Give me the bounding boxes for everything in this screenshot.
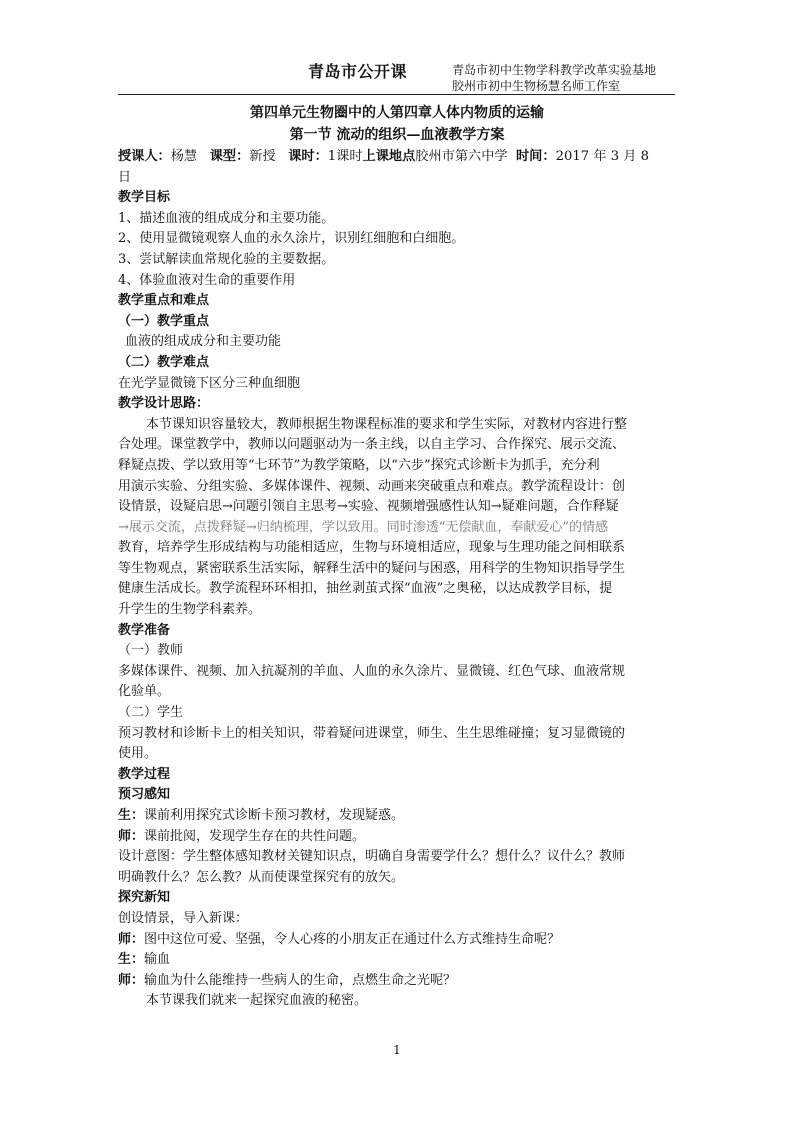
explore-heading: 探究新知 xyxy=(118,890,171,906)
unit-title: 第四单元生物圈中的人第四章人体内物质的运输 xyxy=(250,105,544,121)
student-line xyxy=(118,950,675,971)
design-intent-line: 设计意图：学生整体感知教材关键知识点，明确自身需要学什么？想什么？议什么？教师 xyxy=(118,849,626,865)
scene-line: 创设情景，导入新课： xyxy=(118,910,249,926)
teacher-label: 师： xyxy=(118,931,145,947)
design-paragraph-line: 健康生活成长。教学流程环环相扣，抽丝剥茧式探“血液”之奥秘，以达成教学目标，提 xyxy=(118,581,613,597)
lesson-time: 2017 年 3 月 8 xyxy=(555,149,650,164)
preview-heading: 预习感知 xyxy=(118,787,171,803)
design-paragraph-line: 释疑点拨、学以致用等“七环节”为教学策略，以“六步”探究式诊断卡为抓手，充分利 xyxy=(118,457,600,473)
lesson-hours: 1课时 xyxy=(327,149,363,164)
teacher-line xyxy=(118,971,675,992)
teacher-name: 杨慧 xyxy=(170,149,198,164)
goal-item: 2、使用显微镜观察人血的永久涂片，识别红细胞和白细胞。 xyxy=(118,231,465,247)
prep-sub1: （一）教师 xyxy=(118,643,184,659)
document-body xyxy=(118,147,675,1012)
goal-item: 4、体验血液对生命的重要作用 xyxy=(118,272,296,288)
page-number: 1 xyxy=(393,1043,401,1057)
design-paragraph-line: 升学生的生物学科素养。 xyxy=(118,602,262,618)
process-heading: 教学过程 xyxy=(118,766,171,782)
teacher-label: 师： xyxy=(118,828,145,844)
prep-sub2: （二）学生 xyxy=(118,705,184,721)
teacher-text: 课前批阅，发现学生存在的共性问题。 xyxy=(144,828,366,844)
teacher-label: 师： xyxy=(118,972,145,988)
lesson-place: 胶州市第六中学 xyxy=(415,149,508,164)
lesson-info-line xyxy=(118,147,675,168)
design-paragraph-line: 合处理。课堂教学中，教师以问题驱动为一条主线，以自主学习、合作探究、展示交流、 xyxy=(118,437,626,453)
prep-heading: 教学准备 xyxy=(118,622,171,638)
keypoints-sub2: （二）教学难点 xyxy=(118,354,210,370)
lesson-title: 第一节 流动的组织—血液教学方案 xyxy=(289,127,505,143)
keypoints-sub1: （一）教学重点 xyxy=(118,313,210,329)
design-paragraph-line: 等生物观点，紧密联系生活实际，解释生活中的疑问与困惑，用科学的生物知识指导学生 xyxy=(118,560,626,576)
place-label: 上课地点 xyxy=(362,149,416,164)
prep-sub2-text: 使用。 xyxy=(118,746,158,762)
header-subtitle-2: 胶州市初中生物杨慧名师工作室 xyxy=(452,79,621,93)
student-line xyxy=(118,806,675,827)
design-paragraph-line: 设情景，设疑启思→问题引领自主思考→实验、视频增强感性认知→疑难问题，合作释疑 xyxy=(118,499,619,515)
student-text: 课前利用探究式诊断卡预习教材，发现疑惑。 xyxy=(144,808,405,823)
goals-heading: 教学目标 xyxy=(118,190,171,206)
keypoints-heading: 教学重点和难点 xyxy=(118,293,210,309)
header-divider xyxy=(118,94,675,95)
lesson-time-continued: 日 xyxy=(118,169,132,185)
hours-label: 课时： xyxy=(288,149,328,164)
prep-sub2-text: 预习教材和诊断卡上的相关知识，带着疑问进课堂，师生、生生思维碰撞；复习显微镜的 xyxy=(118,725,626,741)
student-label: 生： xyxy=(118,952,145,968)
goal-item: 1、描述血液的组成成分和主要功能。 xyxy=(118,210,335,226)
teacher-label: 授课人： xyxy=(118,149,171,164)
teacher-text: 图中这位可爱、坚强，令人心疼的小朋友正在通过什么方式维持生命呢？ xyxy=(144,931,561,947)
header-title: 青岛市公开课 xyxy=(308,62,408,81)
type-label: 课型： xyxy=(209,149,250,164)
time-label: 时间： xyxy=(516,149,556,164)
teacher-line xyxy=(118,930,675,951)
student-text: 输血 xyxy=(144,952,171,968)
header-subtitle-1: 青岛市初中生物学科教学改革实验基地 xyxy=(452,63,657,77)
teacher-line xyxy=(118,827,675,848)
lesson-type: 新授 xyxy=(249,149,276,164)
closing-line: 本节课我们就来一起探究血液的秘密。 xyxy=(146,993,368,1009)
student-label: 生： xyxy=(118,808,145,823)
design-paragraph-line: 用演示实验、分组实验、多媒体课件、视频、动画来突破重点和难点。教学流程设计：创 xyxy=(118,478,626,494)
goal-item: 3、尝试解读血常规化验的主要数据。 xyxy=(118,251,335,267)
keypoints-sub2-text: 在光学显微镜下区分三种血细胞 xyxy=(118,375,301,391)
keypoints-sub1-text: 血液的组成成分和主要功能 xyxy=(125,334,282,350)
design-paragraph-line: 本节课知识容量较大，教师根据生物课程标准的要求和学生实际，对教材内容进行整 xyxy=(146,416,628,432)
prep-sub1-text: 多媒体课件、视频、加入抗凝剂的羊血、人血的永久涂片、显微镜、红色气球、血液常规 xyxy=(118,663,626,679)
design-intent-line: 明确教什么？怎么教？从而使课堂探究有的放矢。 xyxy=(118,869,405,885)
design-paragraph-line: →展示交流，点拨释疑→归纳梳理，学以致用。同时渗透“无偿献血，奉献爱心”的情感 xyxy=(118,519,609,535)
design-paragraph-line: 教育，培养学生形成结构与功能相适应，生物与环境相适应，现象与生理功能之间相联系 xyxy=(118,540,626,556)
prep-sub1-text: 化验单。 xyxy=(118,684,171,700)
teacher-text: 输血为什么能维持一些病人的生命，点燃生命之光呢？ xyxy=(144,972,457,988)
design-heading: 教学设计思路： xyxy=(118,396,210,412)
